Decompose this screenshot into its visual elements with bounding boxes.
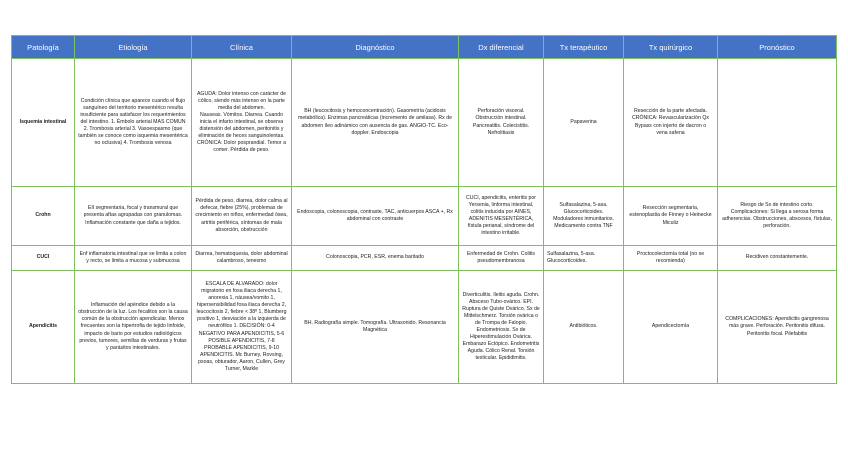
cell-dx-diferencial: CUCI, apendicitis, enteritis por Yersenia, linforma intestinal, colitis inducida por AINES, ADENITIS MESENTÉRICA, fístula perianal, síndrome del intestino irritable. [459,187,544,246]
table-row [12,59,837,187]
cell-dx-diferencial: Diverticulitis. Ileitis aguda. Crohn. Absceso Tubo-ovárico. EPI. Ruptura de Quiste Ovárico. Sx de Mittelschmerz. Torsión ovárica o de Trompa de Falopio. Endometriosis. Sx de Hiperestimulación Ovárica. Embarazo Ectópico. Endometritis Aguda. Cólico Renal. Torsión testicular. Epididimitis. [459,271,544,384]
header-clinica: Clínica [192,36,292,59]
header-pronostico: Pronóstico [718,36,837,59]
cell-diagnostico: Colonoscopia, PCR, ESR, enema baritado [292,246,459,271]
cell-patologia: CUCI [12,246,75,271]
cell-pronostico: Recidiven constantemente. [718,246,837,271]
cell-clinica: Diarrea, hematoquesia, dolor abdominal calambroso, tenesmo [192,246,292,271]
header-patologia: Patología [12,36,75,59]
table-row [12,187,837,246]
table-row [12,271,837,384]
cell-etiologia: EII segmentaria, focal y transmural que presenta aftas agrupadas con granulomas. Inflamación constante que daña a tejidos. [75,187,192,246]
cell-tx-quirurgico: Resección segmentaria, estenoplastia de Finney o Heinecke Miculiz [624,187,718,246]
header-tx-terapeutico: Tx terapéutico [544,36,624,59]
cell-dx-diferencial: Perforación visceral. Obstrucción intestinal. Pancreatitis. Colecistitis. Nefrolitiasis [459,59,544,187]
header-row [12,36,837,59]
pathology-table [11,35,837,384]
table-row [12,246,837,271]
cell-dx-diferencial: Enfermedad de Crohn. Colitis pseudomembranosa [459,246,544,271]
cell-tx-terapeutico: Sulfasalazina, 5-asa. Glucocorticoides. Moduladores inmunitarios. Medicamento contra TNF [544,187,624,246]
cell-diagnostico: Endoscopia, colonoscopia, contraste, TAC, anticuerpos ASCA +, Rx abdominal con contraste [292,187,459,246]
cell-tx-quirurgico: Apendicectomía [624,271,718,384]
cell-pronostico: Riesgo de Sx de intestino corto. Complicaciones: Si llega a serosa forma adherencias. Obstrucciones, abscesos, fístulas, perforación. [718,187,837,246]
header-dx-diferencial: Dx diferencial [459,36,544,59]
cell-tx-terapeutico: Antibióticos. [544,271,624,384]
cell-patologia: Crohn [12,187,75,246]
cell-etiologia: Inflamación del apéndice debido a la obstrucción de la luz. Los fecalitos son la causa común de la obstrucción apendicular. Menos frecuentes son la hipertrofia de tejido linfoide, impacto de bario por estudios radiológicos previos, tumores, semillas de verduras y frutas y parásitos intestinales. [75,271,192,384]
header-etiologia: Etiología [75,36,192,59]
cell-tx-terapeutico: Sulfasalazina, 5-asa. Glucocorticoides. [544,246,624,271]
cell-etiologia: Condición clínica que aparece cuando el flujo sanguíneo del territorio mesentérico resulta insuficiente para satisfacer los requerimientos del intestino. 1. Émbolo arterial MAS COMUN 2. Trombosis arterial 3. Vasoespasmo (que también se conoce como isquemia mesentérica no oclusiva) 4. Trombosis venosa [75,59,192,187]
cell-tx-terapeutico: Papaverina [544,59,624,187]
cell-patologia: Apendicitis [12,271,75,384]
cell-tx-quirurgico: Resección de la parte afectada. CRÓNICA: Revascularización Qx Bypass con injerto de dacron o vena safena [624,59,718,187]
cell-tx-quirurgico: Proctocolectomía total (no se recomienda) [624,246,718,271]
cell-clinica: AGUDA: Dolor intenso con carácter de cólico, siendo más intenso en la parte media del abdomen. Nauseas. Vómitos. Diarrea. Cuando inicia el infarto intestinal, se observa distensión del abdomen, peritonitis y eliminación de heces sanguinolentas. CRÓNICA: Dolor posprandial. Temor a comer. Pérdida de peso. [192,59,292,187]
header-diagnostico: Diagnóstico [292,36,459,59]
cell-pronostico: COMPLICACIONES: Apendicitis gangrenosa más grave. Perforación. Peritonitis difusa. Peritonitis focal. Pilefabitis [718,271,837,384]
cell-clinica: ESCALA DE ALVARADO: dolor migratorio en fosa iliaca derecha 1, anorexia 1, náusea/vomito 1, hipersensibilidad fosa iliaca derecha 2, leucocitosis 2, fiebre < 38º 1, Blumberg positivo 1, desviación a la izquierda de neutrófilos 1. DECISIÓN: 0-4 NEGATIVO PARA APENDICITIS, 5-6 POSIBLE APENDICITIS, 7-8 PROBABLE APENDICITIS, 9-10 APENDICITIS. Mc Burney, Rovsing, psoas, obturador, Aaron, Cullen, Grey Turner, Markle [192,271,292,384]
cell-diagnostico: BH. Radiografía simple. Tomografía. Ultrasonido. Resonancia Magnética [292,271,459,384]
cell-pronostico [718,59,837,187]
cell-etiologia: Enf inflamatoria intestinal que se limita a colon y recto, se limita a mucosa y submucosa [75,246,192,271]
header-tx-quirurgico: Tx quirúrgico [624,36,718,59]
cell-diagnostico: BH (leucocitosis y hemoconcentración). Gasometría (acidosis metabólica). Enzimas pancreáticas (incremento de amilasa). Rx de abdomen íleo adinámico con ausencia de gas. ANGIO-TC. Eco-doppler. Endoscopia [292,59,459,187]
cell-clinica: Pérdida de peso, diarrea, dolor calma al defecar, fiebre (25%), problemas de crecimiento en niños, enfermedad ósea, artritis periférica, síntomas de mala absorción, obstrucción [192,187,292,246]
cell-patologia: Isquemia intestinal [12,59,75,187]
